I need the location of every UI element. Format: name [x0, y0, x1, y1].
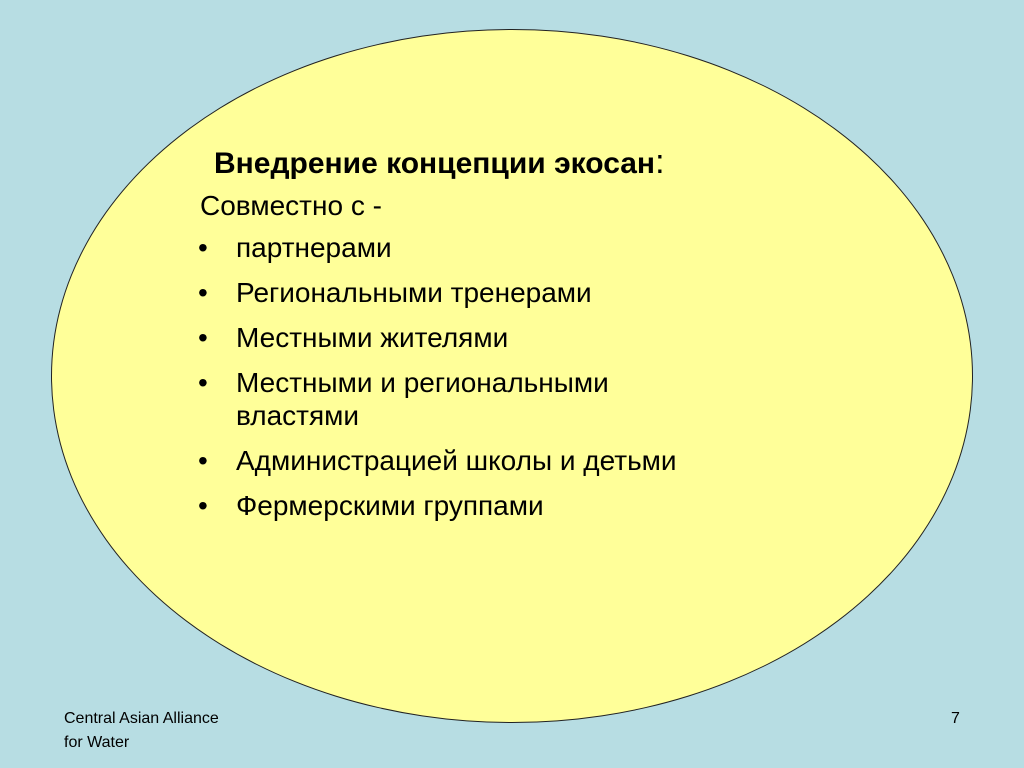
- list-item-label: Фермерскими группами: [236, 490, 544, 521]
- list-item-label: Региональными тренерами: [236, 277, 592, 308]
- bullet-icon: •: [198, 322, 208, 353]
- bullet-icon: •: [198, 277, 208, 308]
- bullet-icon: •: [198, 490, 208, 521]
- bullet-icon: •: [198, 232, 208, 263]
- list-item: [196, 231, 836, 264]
- list-item: [196, 444, 836, 477]
- bullet-list: [196, 231, 836, 522]
- list-item-label: Администрацией школы и детьми: [236, 445, 677, 476]
- footer-organization: Central Asian Alliance for Water: [64, 710, 219, 751]
- list-item-label: Местными и региональными властями: [236, 367, 609, 431]
- list-item: [196, 321, 836, 354]
- list-item-label: партнерами: [236, 232, 392, 263]
- list-item: [196, 366, 836, 432]
- bullet-icon: •: [198, 367, 208, 398]
- list-item-label: Местными жителями: [236, 322, 509, 353]
- list-item: [196, 276, 836, 309]
- slide-title-colon: :: [655, 143, 665, 181]
- page-number: 7: [951, 710, 960, 727]
- list-item: [196, 489, 836, 522]
- slide-title-text: Внедрение концепции экосан: [214, 147, 656, 180]
- intro-text: Совместно с -: [200, 190, 382, 221]
- slide-content: [196, 140, 836, 534]
- bullet-icon: •: [198, 445, 208, 476]
- slide-title: [214, 140, 836, 186]
